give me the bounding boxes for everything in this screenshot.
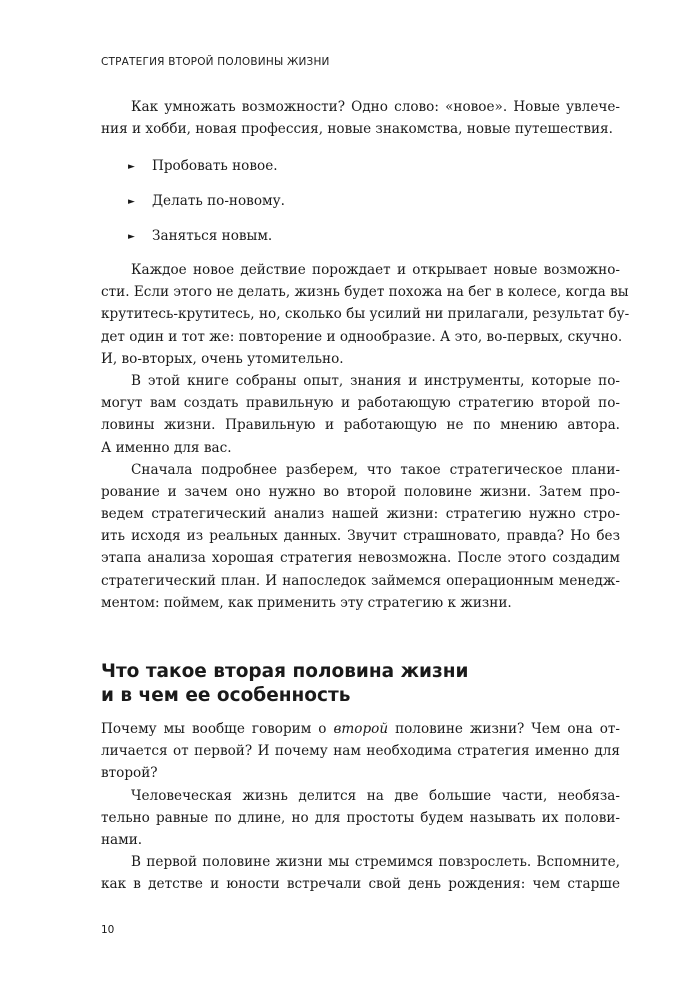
text-line: Человеческая жизнь делится на две большие части, необяза- (131, 787, 620, 804)
paragraph (101, 459, 620, 614)
section-heading (101, 660, 468, 708)
list-item (128, 190, 285, 213)
paragraph (101, 785, 620, 852)
running-head: СТРАТЕГИЯ ВТОРОЙ ПОЛОВИНЫ ЖИЗНИ (101, 56, 330, 68)
list-item-text: Заняться новым. (152, 228, 273, 244)
text-line: стратегический план. И напоследок займемся операционным менедж- (101, 572, 620, 589)
paragraph (101, 370, 620, 459)
emphasized-word: второй (333, 721, 389, 737)
section-text (101, 718, 620, 896)
text-line: как в детстве и юности встречали свой день рождения: чем старше (101, 876, 620, 893)
paragraph (101, 259, 630, 370)
text-line: дет один и тот же: повторение и однообразие. А это, во-первых, скучно. (101, 328, 623, 345)
page-number: 10 (101, 924, 115, 936)
list-item (128, 225, 272, 248)
paragraph (101, 851, 620, 895)
heading-line: Что такое вторая половина жизни (101, 661, 469, 682)
list-item-text: Пробовать новое. (152, 158, 278, 174)
text-line: Как умножать возможности? Одно слово: «новое». Новые увлече- (131, 99, 620, 115)
triangle-bullet-icon: ► (128, 162, 135, 172)
text-line: второй? (101, 765, 158, 782)
paragraph (101, 718, 620, 785)
list-item (128, 155, 278, 178)
text-run: половине жизни? Чем она от- (388, 721, 620, 737)
text-line: крутитесь-крутитесь, но, сколько бы усилий ни прилагали, результат бу- (101, 306, 630, 323)
heading-line: и в чем ее особенность (101, 685, 351, 706)
text-line: ловины жизни. Правильную и работающую не по мнению автора. (101, 417, 620, 434)
text-line: этапа анализа хорошая стратегия невозможна. После этого создадим (101, 550, 620, 567)
text-line: А именно для вас. (101, 439, 232, 456)
text-line: ведем стратегический анализ нашей жизни: стратегию нужно стро- (101, 506, 620, 523)
text-line: личается от первой? И почему нам необходима стратегия именно для (101, 743, 620, 760)
text-line: тельно равные по длине, но для простоты будем называть их полови- (101, 809, 620, 826)
text-line: В первой половине жизни мы стремимся повзрослеть. Вспомните, (131, 854, 620, 871)
list-item-text: Делать по-новому. (152, 193, 285, 209)
text-line: могут вам создать правильную и работающую стратегию второй по- (101, 395, 620, 412)
text-line: Сначала подробнее разберем, что такое стратегическое плани- (131, 461, 620, 478)
text-line: ния и хобби, новая профессия, новые знакомства, новые путешествия. (101, 121, 613, 138)
text-line (101, 718, 620, 740)
triangle-bullet-icon: ► (128, 232, 135, 242)
text-run: Почему мы вообще говорим о (101, 721, 334, 737)
main-text (101, 259, 630, 614)
text-line: рование и зачем оно нужно во второй половине жизни. Затем про- (101, 483, 620, 500)
triangle-bullet-icon: ► (128, 197, 135, 207)
intro-paragraph (101, 96, 620, 140)
text-line: ить исходя из реальных данных. Звучит страшновато, правда? Но без (101, 528, 620, 545)
text-line: Каждое новое действие порождает и открывает новые возможно- (131, 262, 620, 278)
text-line: В этой книге собраны опыт, знания и инструменты, которые по- (131, 372, 620, 389)
text-line: ментом: поймем, как применить эту стратегию к жизни. (101, 594, 512, 611)
text-line: И, во-вторых, очень утомительно. (101, 350, 344, 367)
text-line: нами. (101, 831, 143, 848)
text-line: сти. Если этого не делать, жизнь будет похожа на бег в колесе, когда вы (101, 284, 629, 301)
